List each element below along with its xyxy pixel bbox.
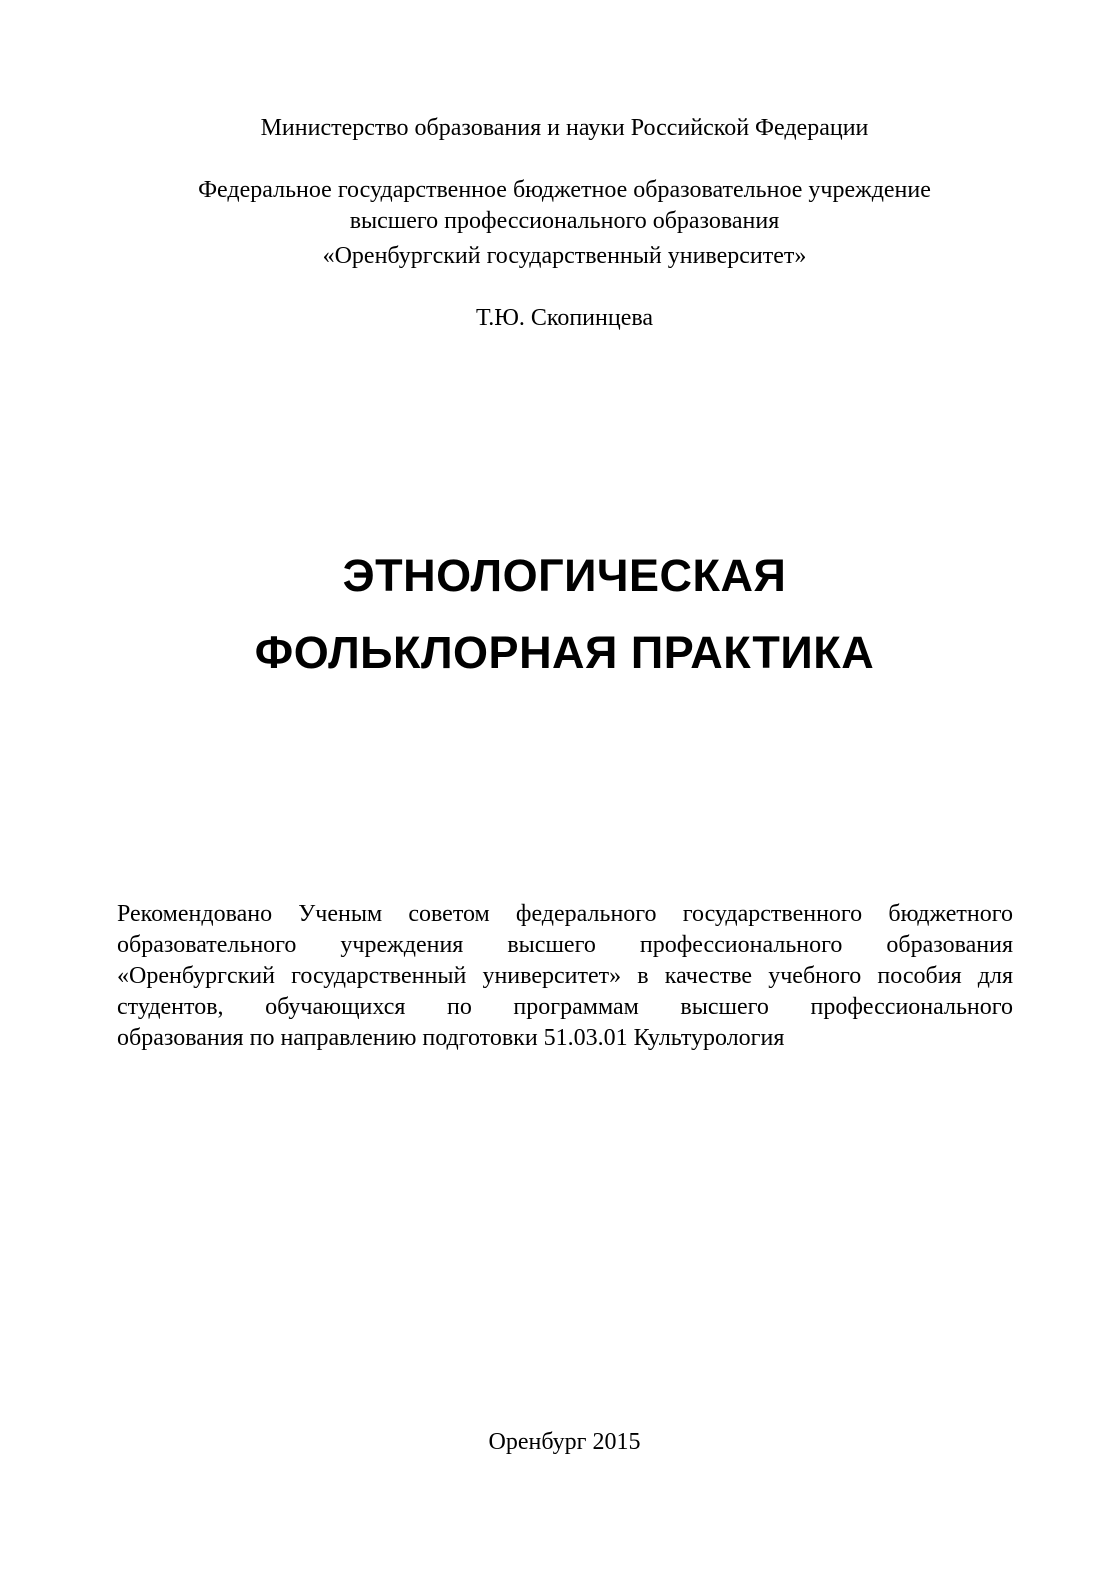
recommendation-paragraph	[117, 899, 1013, 1054]
author-name: Т.Ю. Скопинцева	[475, 305, 654, 331]
recommendation-line-3: «Оренбургский государственный университет» в качестве учебного пособия для	[117, 963, 1013, 989]
recommendation-line-5: образования по направлению подготовки 51.03.01 Культурология	[117, 1025, 785, 1051]
institution-line-1: Федеральное государственное бюджетное образовательное учреждение	[198, 177, 931, 203]
institution-line-2: высшего профессионального образования	[349, 208, 780, 234]
city-year: Оренбург 2015	[488, 1429, 641, 1455]
recommendation-line-1: Рекомендовано Ученым советом федерального государственного бюджетного	[117, 901, 1013, 927]
institution-line-3: «Оренбургский государственный университет»	[322, 243, 807, 269]
recommendation-line-2: образовательного учреждения высшего профессионального образования	[117, 932, 1013, 958]
recommendation-line-4: студентов, обучающихся по программам высшего профессионального	[117, 994, 1013, 1020]
book-title-line-1: ЭТНОЛОГИЧЕСКАЯ	[342, 550, 787, 601]
ministry-name: Министерство образования и науки Российской Федерации	[260, 115, 869, 141]
book-title-line-2: ФОЛЬКЛОРНАЯ ПРАКТИКА	[254, 627, 875, 678]
